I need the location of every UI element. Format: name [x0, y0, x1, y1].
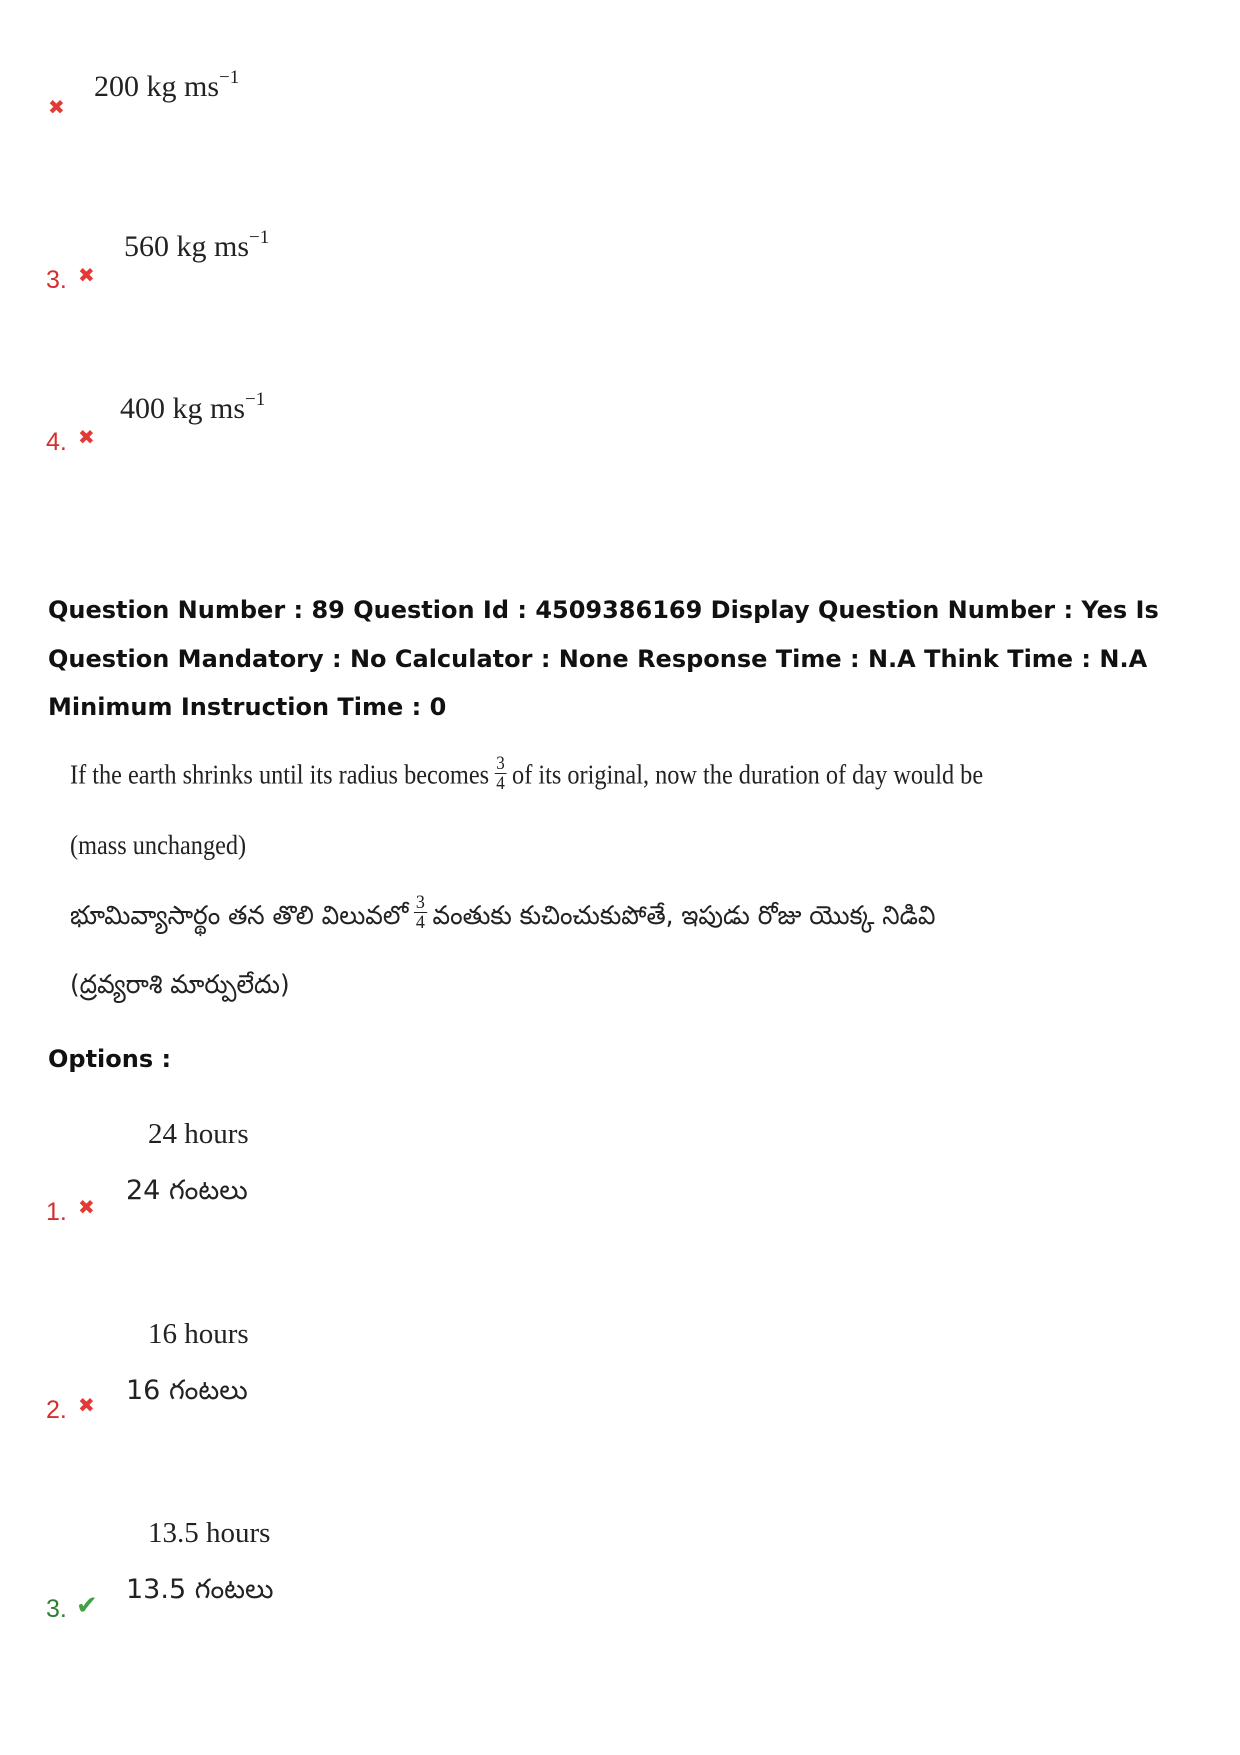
prev-option-3-text: [124, 227, 270, 263]
question-text-english: [70, 753, 984, 797]
prev-option-3-mark: [78, 266, 95, 287]
option-2-english: 16 hours: [148, 1318, 249, 1350]
prev-option-4-text: [120, 389, 266, 425]
fraction-telugu-numerator: 3: [415, 892, 425, 913]
prev-option-4-mark: [78, 428, 95, 449]
fraction-numerator: 3: [496, 753, 505, 774]
prev-option-4-number: 4.: [46, 428, 67, 456]
prev-option-2-text: [94, 67, 240, 103]
question-telugu-part-2: వంతుకు కుచించుకుపోతే, ఇపుడు రోజు యొక్క నిడివి: [432, 901, 936, 931]
option-1-english: 24 hours: [148, 1118, 249, 1150]
prev-option-4-exponent: −1: [245, 389, 266, 410]
prev-option-3-value: 560 kg ms: [124, 230, 250, 263]
option-2-telugu: 16 గంటలు: [126, 1375, 248, 1406]
option-3-english: 13.5 hours: [148, 1517, 271, 1549]
cross-mark-icon: ✖: [78, 1395, 95, 1417]
cross-mark-icon: ✖: [78, 265, 95, 287]
prev-option-3-exponent: −1: [249, 227, 270, 248]
cross-mark-icon: ✖: [48, 97, 65, 119]
options-label: Options :: [48, 1045, 172, 1073]
cross-mark-icon: ✖: [78, 427, 95, 449]
prev-option-3-number: 3.: [46, 266, 67, 294]
option-3-number: 3.: [46, 1595, 67, 1623]
question-text-english-line2: (mass unchanged): [70, 830, 247, 860]
option-2-mark: [78, 1396, 95, 1417]
cross-mark-icon: ✖: [78, 1197, 95, 1219]
check-mark-icon: ✔: [76, 1590, 98, 1620]
option-1-mark: [78, 1198, 95, 1219]
question-text-telugu: [70, 892, 936, 937]
question-english-part-1: If the earth shrinks until its radius becomes: [70, 759, 490, 790]
fraction-telugu-denominator: 4: [415, 912, 425, 933]
prev-option-2-value: 200 kg ms: [94, 70, 220, 103]
prev-option-2-exponent: −1: [219, 67, 240, 88]
question-telugu-part-1: భూమివ్యాసార్థం తన తొలి విలువలో: [70, 901, 409, 931]
question-meta: Question Number : 89 Question Id : 4509386169 Display Question Number : Yes Is Question Mandatory : No Calculator : None Response Time : N.A Think Time : N.A Minimum Instruction Time : 0: [48, 596, 1159, 721]
prev-option-2: [48, 98, 65, 119]
option-3-telugu: 13.5 గంటలు: [126, 1574, 274, 1605]
fraction-telugu: [414, 893, 427, 932]
question-english-part-2: of its original, now the duration of day would be: [512, 759, 984, 790]
option-2-number: 2.: [46, 1396, 67, 1424]
prev-option-4-value: 400 kg ms: [120, 392, 246, 425]
option-3-mark: [76, 1592, 98, 1619]
fraction: [494, 754, 506, 793]
option-1-number: 1.: [46, 1198, 67, 1226]
question-text-telugu-line2: (ద్రవ్యరాశి మార్పులేదు): [70, 970, 290, 1000]
option-1-telugu: 24 గంటలు: [126, 1175, 248, 1206]
fraction-denominator: 4: [496, 773, 505, 794]
